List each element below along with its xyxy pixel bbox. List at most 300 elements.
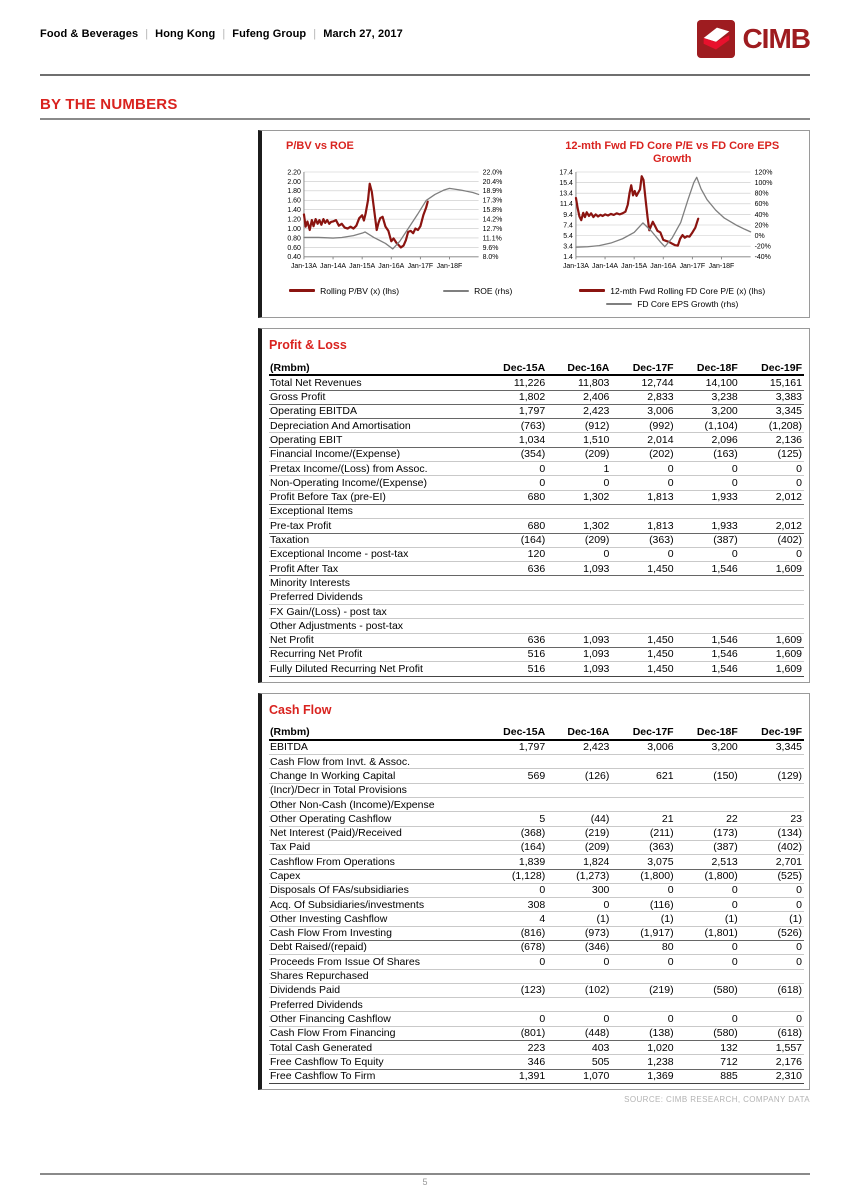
svg-text:11.1%: 11.1% xyxy=(482,235,502,243)
cell-value xyxy=(611,590,675,604)
legend-line-swatch xyxy=(443,290,469,292)
cell-value xyxy=(547,998,611,1012)
cell-value: 223 xyxy=(527,1041,546,1054)
chart-plot-area xyxy=(540,167,806,285)
cell-value: (763) xyxy=(520,419,546,432)
svg-text:0.60: 0.60 xyxy=(287,244,301,252)
table-row xyxy=(269,826,804,840)
legend-item xyxy=(443,286,512,296)
cell-value: (1,273) xyxy=(576,870,610,882)
cell-value xyxy=(483,798,547,812)
cell-value: 1 xyxy=(603,462,610,475)
cell-value: (116) xyxy=(649,898,674,911)
cell-value: 15,161 xyxy=(769,376,802,389)
cell-value: 22 xyxy=(726,812,738,825)
cell-value: 636 xyxy=(527,634,546,647)
table-row xyxy=(269,533,804,547)
cell-value: 0 xyxy=(539,884,546,897)
breadcrumb-separator: | xyxy=(145,28,149,40)
svg-text:Jan-14A: Jan-14A xyxy=(320,262,347,270)
cell-value: 1,933 xyxy=(711,519,738,532)
cell-value: 1,802 xyxy=(518,391,546,404)
table-row xyxy=(269,562,804,576)
cell-value: 4 xyxy=(539,912,546,925)
cell-value: 0 xyxy=(796,548,802,561)
cimb-logo xyxy=(697,20,810,58)
cell-value xyxy=(483,605,547,619)
cell-value: 1,546 xyxy=(711,662,738,675)
cell-value: 3,006 xyxy=(647,405,674,418)
cell-value: 12,744 xyxy=(641,376,674,389)
svg-text:Jan-13A: Jan-13A xyxy=(562,262,589,270)
svg-text:Jan-13A: Jan-13A xyxy=(290,262,317,270)
row-label: Other Non-Cash (Income)/Expense xyxy=(270,798,435,811)
cell-value: (816) xyxy=(520,927,546,940)
cell-value: 1,609 xyxy=(775,562,802,575)
cell-value: 1,510 xyxy=(583,433,610,446)
chart-title: 12-mth Fwd FD Core P/E vs FD Core EPS Growth xyxy=(565,140,780,165)
cell-value: (125) xyxy=(777,448,802,461)
cell-value: 1,813 xyxy=(647,519,674,532)
cell-value: 0 xyxy=(796,941,802,954)
cell-value: (164) xyxy=(520,534,546,547)
cell-value: 1,450 xyxy=(647,562,674,575)
svg-text:3.4: 3.4 xyxy=(562,243,573,251)
sector-label: Food & Beverages xyxy=(40,28,139,40)
cell-value: 1,933 xyxy=(711,491,738,504)
row-label: (Incr)/Decr in Total Provisions xyxy=(270,784,407,797)
cell-value: 1,093 xyxy=(583,634,610,647)
cell-value: (138) xyxy=(649,1027,674,1040)
row-label: Recurring Net Profit xyxy=(270,648,363,661)
cash-flow-panel xyxy=(258,693,810,1090)
breadcrumb-separator: | xyxy=(313,28,317,40)
row-label: Gross Profit xyxy=(270,391,326,404)
cell-value xyxy=(483,590,547,604)
cell-value: 2,833 xyxy=(647,391,674,404)
svg-text:13.4: 13.4 xyxy=(558,190,573,198)
legend-item xyxy=(606,299,738,309)
svg-text:1.4: 1.4 xyxy=(562,254,573,262)
row-label: Pretax Income/(Loss) from Assoc. xyxy=(270,462,428,475)
cell-value: 1,238 xyxy=(647,1055,674,1068)
profit-loss-panel xyxy=(258,328,810,683)
cell-value: 2,176 xyxy=(775,1055,802,1068)
row-label: Other Financing Cashflow xyxy=(270,1012,391,1025)
cell-value: (126) xyxy=(584,769,610,782)
cell-value: 11,226 xyxy=(513,376,546,389)
svg-text:7.4: 7.4 xyxy=(562,222,573,230)
cell-value xyxy=(483,576,547,590)
cell-value: 2,310 xyxy=(775,1070,802,1083)
svg-text:18.9%: 18.9% xyxy=(482,188,503,196)
cell-value: 2,513 xyxy=(711,855,738,868)
cell-value xyxy=(740,619,804,633)
row-label: Other Operating Cashflow xyxy=(270,812,392,825)
cell-value xyxy=(611,504,675,518)
table-header-row xyxy=(269,361,804,375)
column-header: (Rmbm) xyxy=(269,726,483,740)
cell-value: (402) xyxy=(777,534,802,547)
table-row xyxy=(269,619,804,633)
chart-svg xyxy=(268,167,534,285)
column-header: Dec-17F xyxy=(611,361,675,375)
row-label: Preferred Dividends xyxy=(270,591,363,604)
cell-value: 1,369 xyxy=(647,1070,674,1083)
cell-value: (219) xyxy=(649,984,674,997)
row-label: Operating EBIT xyxy=(270,433,343,446)
table-row xyxy=(269,647,804,661)
cimb-logo-text: CIMB xyxy=(742,23,810,54)
cell-value: 1,797 xyxy=(518,405,546,418)
cell-value: 1,839 xyxy=(518,855,546,868)
svg-text:11.4: 11.4 xyxy=(559,201,573,209)
cell-value xyxy=(483,783,547,797)
svg-text:120%: 120% xyxy=(754,169,772,177)
cell-value: (580) xyxy=(713,1027,738,1040)
column-header: Dec-15A xyxy=(483,361,547,375)
cell-value: (209) xyxy=(584,534,610,547)
cell-value xyxy=(740,755,804,769)
cell-value: 569 xyxy=(527,769,546,782)
cell-value: 2,096 xyxy=(711,433,738,446)
table-row xyxy=(269,1026,804,1040)
row-label: Financial Income/(Expense) xyxy=(270,448,401,461)
legend-line-swatch xyxy=(579,289,605,292)
cell-value: 0 xyxy=(731,941,738,954)
cell-value xyxy=(611,798,675,812)
cell-value: 2,701 xyxy=(775,855,802,868)
table-row xyxy=(269,1069,804,1083)
cell-value: 0 xyxy=(539,1012,546,1025)
svg-text:Jan-18F: Jan-18F xyxy=(708,262,734,270)
row-label: Exceptional Items xyxy=(270,505,353,518)
table-row xyxy=(269,1055,804,1069)
svg-text:20.4%: 20.4% xyxy=(482,178,503,186)
chart-pe-vs-eps-growth xyxy=(540,140,806,314)
svg-text:17.4: 17.4 xyxy=(558,169,573,177)
cell-value: 0 xyxy=(603,898,610,911)
row-label: Other Investing Cashflow xyxy=(270,912,388,925)
svg-text:8.0%: 8.0% xyxy=(482,254,499,262)
row-label: Operating EBITDA xyxy=(270,405,357,418)
table-row xyxy=(269,419,804,433)
svg-text:Jan-18F: Jan-18F xyxy=(436,262,463,270)
table-row xyxy=(269,898,804,912)
legend-label: ROE (rhs) xyxy=(474,285,513,296)
cell-value: 0 xyxy=(667,955,674,968)
cell-value: 621 xyxy=(656,769,674,782)
cell-value: 0 xyxy=(539,462,546,475)
cell-value xyxy=(676,998,740,1012)
cell-value: 3,006 xyxy=(647,741,674,754)
charts-panel xyxy=(258,130,810,318)
cell-value: 3,200 xyxy=(711,741,738,754)
cell-value: (173) xyxy=(713,827,738,840)
cell-value: (150) xyxy=(713,769,738,782)
cell-value xyxy=(611,755,675,769)
cell-value: 0 xyxy=(539,476,546,489)
legend-label: Rolling P/BV (x) (lhs) xyxy=(320,285,400,296)
cell-value: 2,014 xyxy=(647,433,674,446)
table-title: Profit & Loss xyxy=(269,338,347,352)
row-label: EBITDA xyxy=(270,741,308,754)
cell-value: 1,797 xyxy=(518,741,546,754)
column-header: Dec-16A xyxy=(547,726,611,740)
svg-text:0%: 0% xyxy=(754,233,765,241)
row-label: Minority Interests xyxy=(270,576,350,589)
svg-text:1.80: 1.80 xyxy=(287,188,301,196)
cell-value: (618) xyxy=(777,984,802,997)
cell-value xyxy=(740,969,804,983)
cell-value: (1,104) xyxy=(704,419,738,432)
cell-value xyxy=(676,605,740,619)
cell-value xyxy=(483,998,547,1012)
legend-line-swatch xyxy=(289,289,315,292)
svg-text:Jan-17F: Jan-17F xyxy=(679,262,705,270)
svg-text:5.4: 5.4 xyxy=(562,233,573,241)
cell-value: 0 xyxy=(796,898,802,911)
cell-value: (209) xyxy=(584,448,610,461)
table-row xyxy=(269,476,804,490)
svg-text:1.60: 1.60 xyxy=(287,197,301,205)
table-row xyxy=(269,462,804,476)
report-header xyxy=(40,0,810,58)
cell-value: 1,034 xyxy=(518,433,546,446)
row-label: Cash Flow From Investing xyxy=(270,927,392,940)
cell-value xyxy=(547,798,611,812)
cell-value: 0 xyxy=(796,955,802,968)
table-row xyxy=(269,662,804,676)
row-label: Net Interest (Paid)/Received xyxy=(270,827,402,840)
svg-text:0.80: 0.80 xyxy=(287,235,301,243)
table-row xyxy=(269,504,804,518)
cell-value: (678) xyxy=(520,941,546,954)
cell-value: (363) xyxy=(649,841,674,854)
cell-value: 3,200 xyxy=(711,405,738,418)
table-row xyxy=(269,433,804,447)
cell-value: 21 xyxy=(661,812,674,825)
cell-value: 1,824 xyxy=(583,855,610,868)
svg-text:17.3%: 17.3% xyxy=(482,197,503,205)
cell-value: (618) xyxy=(777,1027,802,1040)
cell-value: 3,383 xyxy=(775,391,802,404)
report-date: March 27, 2017 xyxy=(323,28,403,40)
svg-text:Jan-15A: Jan-15A xyxy=(349,262,376,270)
cell-value xyxy=(483,755,547,769)
cell-value: (801) xyxy=(520,1027,546,1040)
chart-legend xyxy=(540,286,806,309)
cell-value: 0 xyxy=(603,1012,610,1025)
cell-value: (1,800) xyxy=(704,870,738,882)
cell-value: 680 xyxy=(527,519,546,532)
profit-loss-table xyxy=(269,361,804,677)
table-row xyxy=(269,883,804,897)
table-row xyxy=(269,1041,804,1055)
cell-value: (526) xyxy=(777,927,802,940)
cell-value: 3,238 xyxy=(711,391,738,404)
cell-value: 516 xyxy=(527,648,546,661)
row-label: FX Gain/(Loss) - post tax xyxy=(270,605,387,618)
table-header-row xyxy=(269,726,804,740)
cell-value: 1,020 xyxy=(647,1041,674,1054)
region-label: Hong Kong xyxy=(155,28,216,40)
row-label: Cashflow From Operations xyxy=(270,855,395,868)
row-label: Non-Operating Income/(Expense) xyxy=(270,476,427,489)
row-label: Total Net Revenues xyxy=(270,376,362,389)
cell-value: 23 xyxy=(790,812,802,825)
column-header: (Rmbm) xyxy=(269,361,483,375)
cell-value xyxy=(676,798,740,812)
cell-value: 516 xyxy=(527,662,546,675)
legend-line-swatch xyxy=(606,303,632,305)
cell-value xyxy=(676,755,740,769)
cell-value xyxy=(547,590,611,604)
cell-value xyxy=(676,504,740,518)
row-label: Preferred Dividends xyxy=(270,998,363,1011)
cell-value: (1,128) xyxy=(511,870,546,882)
cell-value: (1,801) xyxy=(704,927,738,940)
cell-value: 3,345 xyxy=(775,741,802,754)
chart-pbv-vs-roe xyxy=(268,140,534,314)
row-label: Free Cashflow To Equity xyxy=(270,1055,384,1068)
cell-value xyxy=(740,590,804,604)
cell-value: 3,345 xyxy=(775,405,802,418)
svg-text:2.20: 2.20 xyxy=(287,169,301,177)
cell-value: 0 xyxy=(796,884,802,897)
column-header: Dec-18F xyxy=(676,361,740,375)
table-row xyxy=(269,605,804,619)
company-label: Fufeng Group xyxy=(232,28,307,40)
cell-value: 0 xyxy=(731,1012,738,1025)
cell-value: 1,546 xyxy=(711,648,738,661)
cell-value: (912) xyxy=(584,419,610,432)
cell-value: (211) xyxy=(649,827,674,840)
cell-value xyxy=(676,783,740,797)
row-label: Cash Flow from Invt. & Assoc. xyxy=(270,755,411,768)
table-row xyxy=(269,590,804,604)
table-row xyxy=(269,769,804,783)
legend-item xyxy=(579,286,765,296)
svg-text:12.7%: 12.7% xyxy=(482,225,503,233)
cell-value xyxy=(676,590,740,604)
row-label: Net Profit xyxy=(270,634,314,647)
cell-value: (368) xyxy=(520,827,546,840)
page-number: 5 xyxy=(422,1177,428,1187)
row-label: Free Cashflow To Firm xyxy=(270,1070,376,1083)
row-label: Shares Repurchased xyxy=(270,970,369,983)
svg-text:100%: 100% xyxy=(754,179,772,187)
cell-value: (134) xyxy=(777,827,802,840)
column-header: Dec-18F xyxy=(676,726,740,740)
cell-value: (346) xyxy=(584,941,610,954)
table-row xyxy=(269,812,804,826)
svg-text:1.20: 1.20 xyxy=(287,216,301,224)
cell-value xyxy=(547,755,611,769)
cell-value: 346 xyxy=(527,1055,546,1068)
row-label: Depreciation And Amortisation xyxy=(270,419,411,432)
svg-text:9.6%: 9.6% xyxy=(482,244,499,252)
cell-value: 1,813 xyxy=(647,491,674,504)
table-row xyxy=(269,926,804,940)
svg-text:-40%: -40% xyxy=(754,254,771,262)
column-header: Dec-16A xyxy=(547,361,611,375)
row-label: Tax Paid xyxy=(270,841,311,854)
row-label: Pre-tax Profit xyxy=(270,519,332,532)
cell-value: 0 xyxy=(796,462,802,475)
cell-value: 2,406 xyxy=(583,391,610,404)
cell-value: 0 xyxy=(731,955,738,968)
table-row xyxy=(269,375,804,390)
svg-text:15.4: 15.4 xyxy=(558,179,573,187)
table-row xyxy=(269,912,804,926)
cell-value: (123) xyxy=(520,984,546,997)
cell-value: 1,546 xyxy=(711,634,738,647)
row-label: Cash Flow From Financing xyxy=(270,1027,396,1040)
table-row xyxy=(269,447,804,461)
cell-value: 120 xyxy=(527,548,546,561)
cell-value: (44) xyxy=(590,812,610,825)
row-label: Taxation xyxy=(270,534,310,547)
cell-value: 885 xyxy=(720,1070,738,1083)
table-row xyxy=(269,840,804,854)
svg-text:0.40: 0.40 xyxy=(287,254,301,262)
cell-value xyxy=(547,576,611,590)
cell-value: 3,075 xyxy=(647,855,674,868)
cell-value: 0 xyxy=(667,462,674,475)
cell-value: 0 xyxy=(667,548,674,561)
row-label: Debt Raised/(repaid) xyxy=(270,941,367,954)
column-header: Dec-17F xyxy=(611,726,675,740)
cell-value: 1,450 xyxy=(647,634,674,647)
cell-value: (525) xyxy=(777,870,802,882)
cell-value: (387) xyxy=(713,841,738,854)
cell-value: 1,093 xyxy=(583,562,610,575)
cell-value xyxy=(611,576,675,590)
cell-value: 132 xyxy=(720,1041,738,1054)
svg-text:-20%: -20% xyxy=(754,243,771,251)
cell-value: 2,136 xyxy=(775,433,802,446)
cell-value: 11,803 xyxy=(578,376,610,389)
row-label: Change In Working Capital xyxy=(270,769,396,782)
cell-value: 1,093 xyxy=(583,662,610,675)
row-label: Capex xyxy=(270,870,301,882)
cell-value: 1,609 xyxy=(775,648,802,661)
table-row xyxy=(269,755,804,769)
cell-value: (1,208) xyxy=(768,419,802,432)
cell-value: 2,012 xyxy=(775,491,802,504)
column-header: Dec-19F xyxy=(740,726,804,740)
table-row xyxy=(269,969,804,983)
svg-text:1.00: 1.00 xyxy=(287,225,301,233)
cell-value: (1) xyxy=(724,912,738,925)
cell-value: 712 xyxy=(720,1055,738,1068)
cell-value: 1,070 xyxy=(583,1070,610,1083)
cell-value: (129) xyxy=(777,769,802,782)
table-row xyxy=(269,798,804,812)
cell-value: 505 xyxy=(591,1055,610,1068)
cell-value xyxy=(611,605,675,619)
cell-value: 1,391 xyxy=(518,1070,546,1083)
legend-label: 12-mth Fwd Rolling FD Core P/E (x) (lhs) xyxy=(610,285,766,296)
title-divider xyxy=(40,118,810,120)
cell-value xyxy=(547,619,611,633)
cell-value: (202) xyxy=(649,448,674,461)
svg-text:Jan-17F: Jan-17F xyxy=(407,262,434,270)
cell-value xyxy=(676,576,740,590)
cell-value: 0 xyxy=(796,1012,802,1025)
row-label: Exceptional Income - post-tax xyxy=(270,548,409,561)
